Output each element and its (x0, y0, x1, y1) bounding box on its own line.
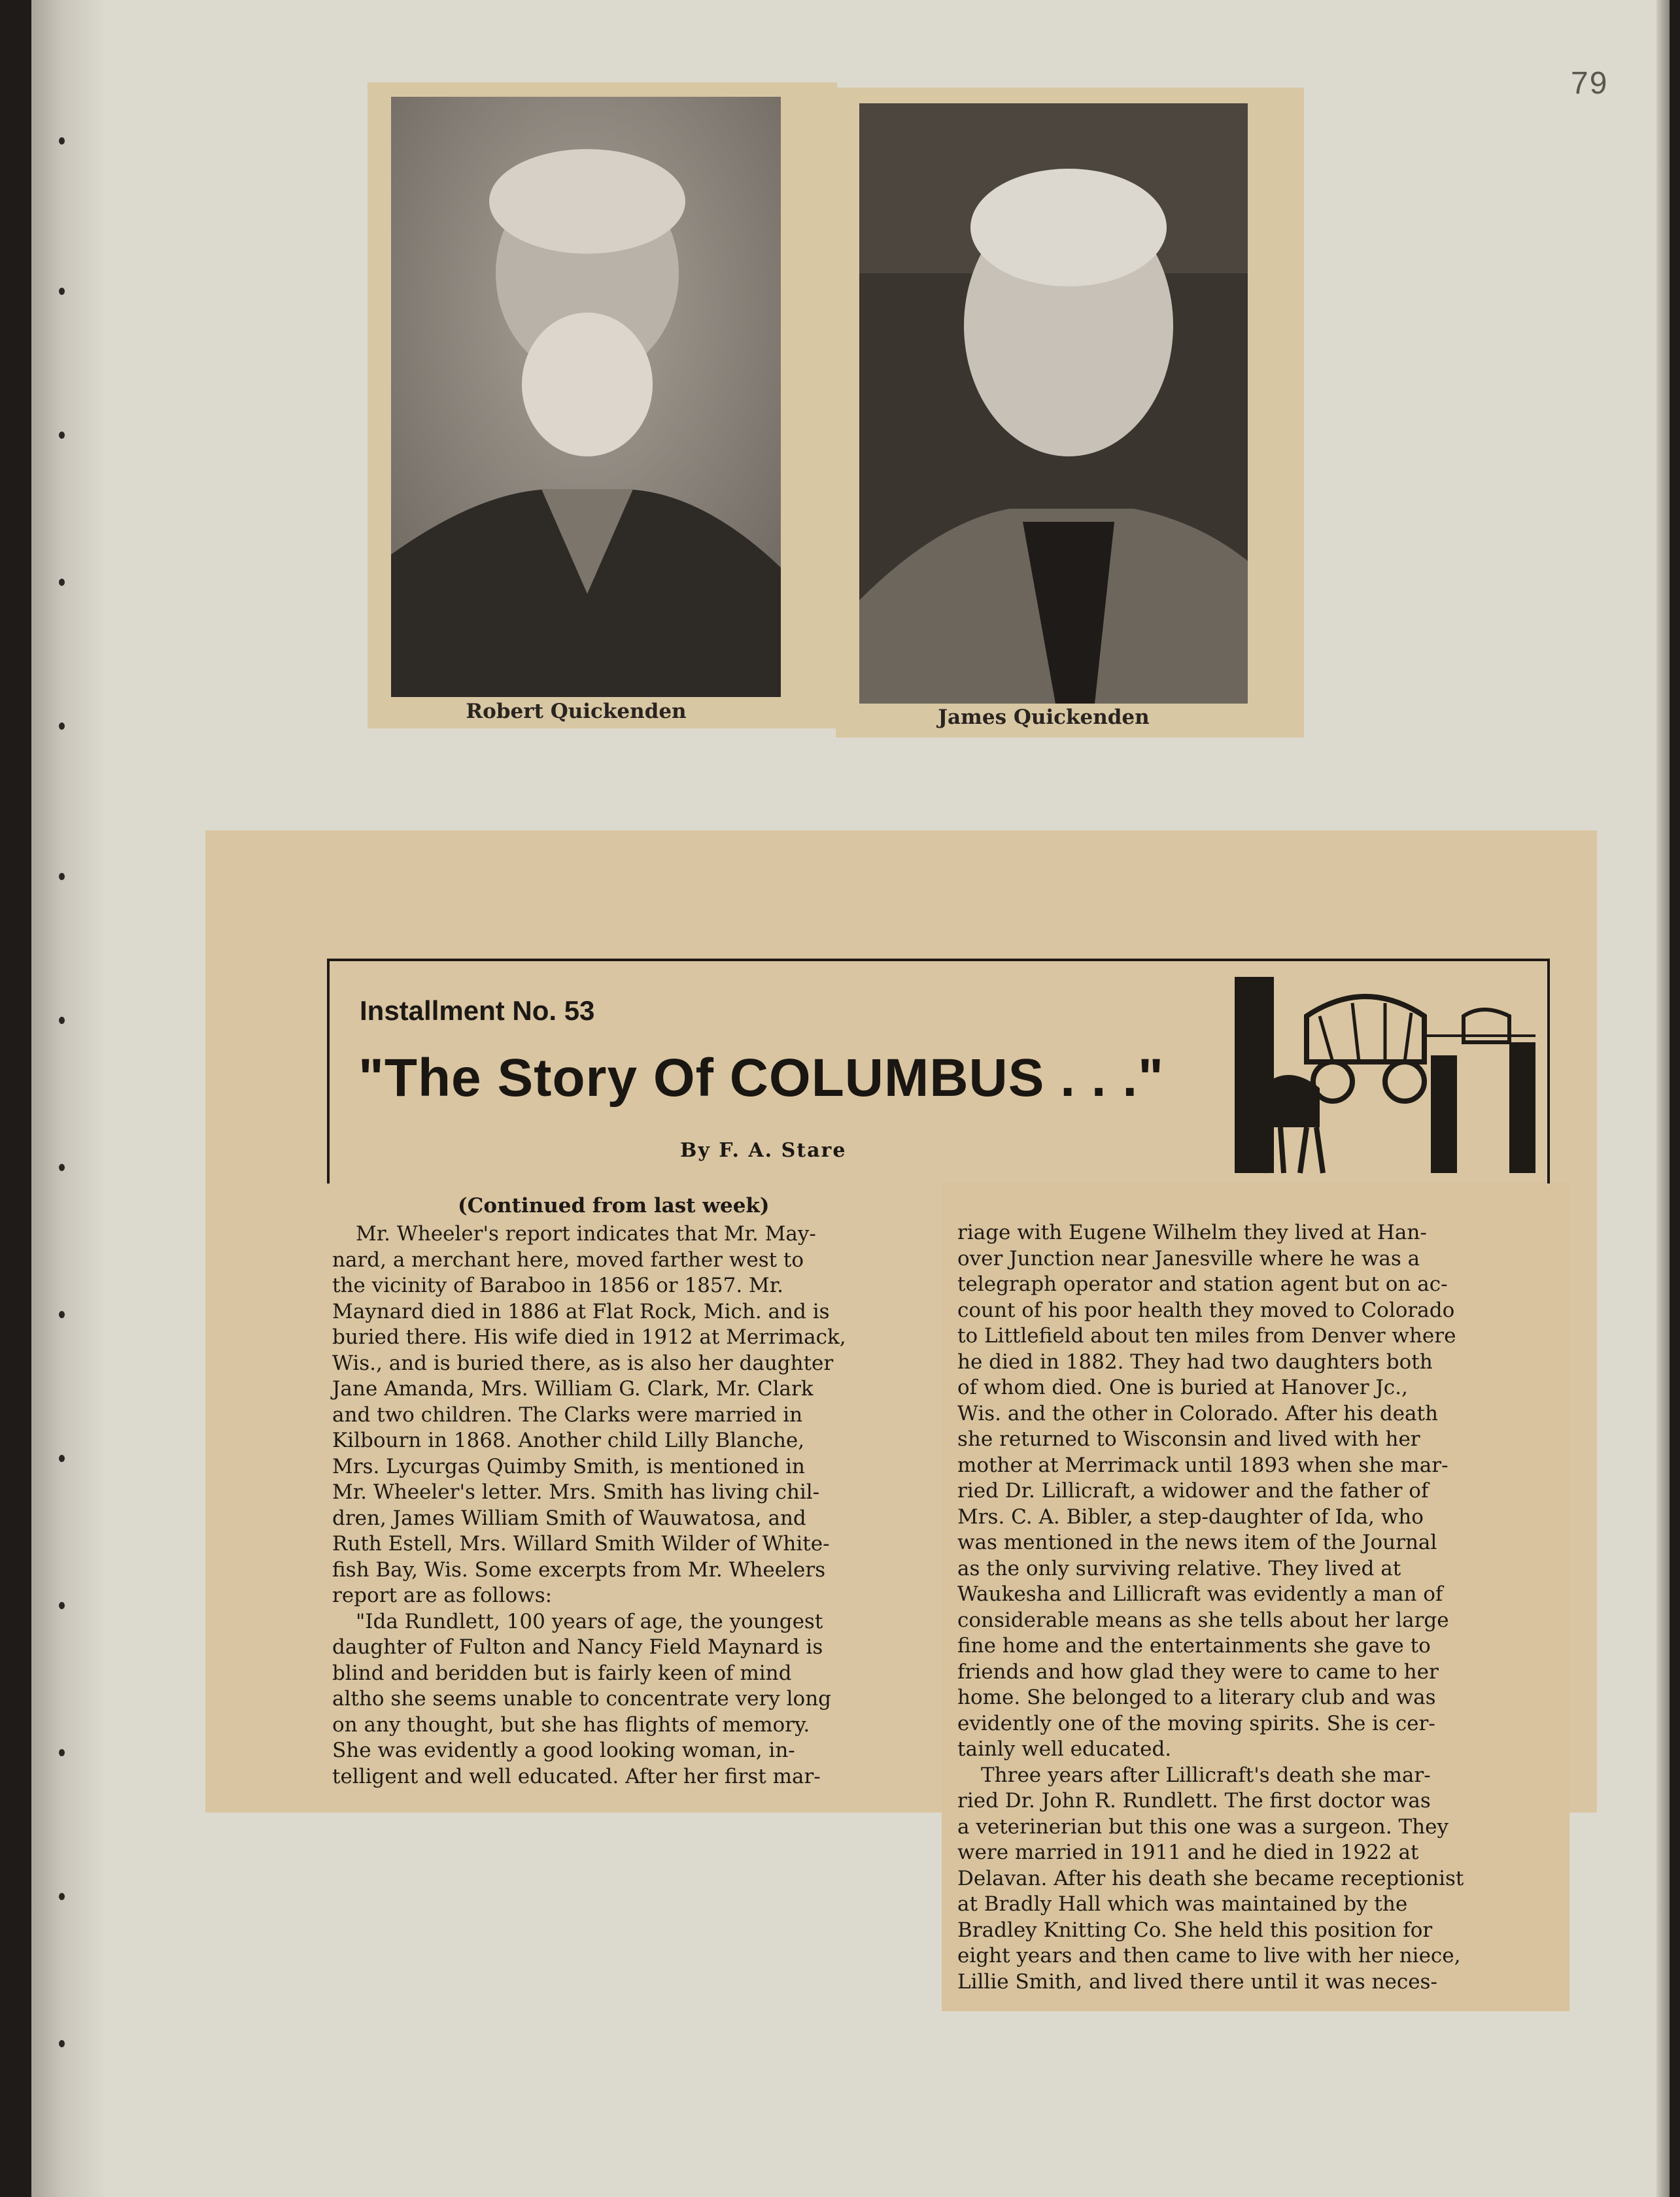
article-line: Waukesha and Lillicraft was evidently a man of (957, 1582, 1443, 1606)
portrait-image (859, 103, 1248, 704)
installment-label: Installment No. 53 (360, 995, 595, 1026)
article-line: dren, James William Smith of Wauwatosa, and (332, 1506, 806, 1530)
article-line: at Bradly Hall which was maintained by the (957, 1892, 1408, 1916)
article-line: Ruth Estell, Mrs. Willard Smith Wilder of White- (332, 1532, 830, 1556)
binding-hole (59, 1749, 65, 1756)
article-line: daughter of Fulton and Nancy Field Maynard is (332, 1635, 823, 1659)
article-line: buried there. His wife died in 1912 at Merrimack, (332, 1325, 846, 1349)
article-column-2 (957, 1220, 1550, 1995)
article-line: Maynard died in 1886 at Flat Rock, Mich. and is (332, 1299, 830, 1323)
article-line: the vicinity of Baraboo in 1856 or 1857. Mr. (332, 1274, 784, 1297)
portrait-image (391, 97, 781, 697)
article-line: riage with Eugene Wilhelm they lived at Han- (957, 1221, 1427, 1244)
page-number: 79 (1571, 66, 1609, 101)
article-line: on any thought, but she has flights of memory. (332, 1712, 810, 1737)
article-line: he died in 1882. They had two daughters both (957, 1350, 1433, 1374)
article-line: were married in 1911 and he died in 1922 at (957, 1841, 1419, 1864)
article-line: evidently one of the moving spirits. She is cer- (957, 1711, 1435, 1735)
article-line: Wis. and the other in Colorado. After his death (957, 1401, 1438, 1425)
page-right-edge (1656, 0, 1670, 2197)
article-line: telegraph operator and station agent but on ac- (957, 1272, 1448, 1296)
binding-hole (59, 1017, 65, 1024)
photo-caption: James Quickenden (938, 706, 1150, 729)
binding-hole (59, 288, 65, 295)
binding-hole (59, 1455, 65, 1462)
binding-hole (59, 1164, 65, 1171)
article-line: telligent and well educated. After her first mar- (332, 1764, 821, 1788)
article-line: friends and how glad they were to came to her (957, 1660, 1439, 1684)
binding-hole (59, 2040, 65, 2047)
article-line: fine home and the entertainments she gave to (957, 1634, 1431, 1658)
article-line: ried Dr. Lillicraft, a widower and the father of (957, 1479, 1429, 1503)
article-line: Mrs. C. A. Bibler, a step-daughter of Ida, who (957, 1505, 1424, 1529)
article-line: and two children. The Clarks were married in (332, 1403, 803, 1427)
article-line: considerable means as she tells about her large (957, 1608, 1449, 1632)
article-line: to Littlefield about ten miles from Denver where (957, 1324, 1456, 1348)
article-byline: By F. A. Stare (680, 1139, 847, 1162)
article-line: tainly well educated. (957, 1737, 1172, 1761)
article-line: altho she seems unable to concentrate very long (332, 1687, 832, 1711)
article-line: over Junction near Janesville where he was a (957, 1246, 1420, 1270)
article-line: as the only surviving relative. They lived at (957, 1556, 1401, 1580)
portrait-photo (859, 103, 1248, 704)
photo-clipping-robert (368, 82, 837, 728)
page-gutter (31, 0, 107, 2197)
article-line: Wis., and is buried there, as is also her daughter (332, 1351, 834, 1375)
article-line: was mentioned in the news item of the Journal (957, 1531, 1437, 1554)
article-line: mother at Merrimack until 1893 when she mar- (957, 1453, 1449, 1477)
article-line: Three years after Lillicraft's death she mar- (981, 1763, 1431, 1787)
article-line: report are as follows: (332, 1584, 553, 1607)
article-line: Kilbourn in 1868. Another child Lilly Blanche, (332, 1429, 805, 1452)
wagon-train-illustration (1235, 977, 1535, 1174)
binding-hole (59, 873, 65, 880)
article-line: Lillie Smith, and lived there until it was neces- (957, 1969, 1437, 1994)
article-line: she returned to Wisconsin and lived with her (957, 1427, 1420, 1451)
article-line: count of his poor health they moved to Colorado (957, 1298, 1455, 1322)
binding-hole (59, 1602, 65, 1609)
article-line: fish Bay, Wis. Some excerpts from Mr. Wheelers (332, 1558, 826, 1582)
photo-caption: Robert Quickenden (466, 700, 687, 723)
article-line: a veterinerian but this one was a surgeon. They (957, 1814, 1449, 1839)
article-line: of whom died. One is buried at Hanover Jc., (957, 1376, 1408, 1399)
photo-clipping-james (836, 88, 1304, 738)
binding-hole (59, 1893, 65, 1900)
article-line: Mrs. Lycurgas Quimby Smith, is mentioned in (332, 1454, 805, 1478)
article-line: blind and beridden but is fairly keen of mind (332, 1661, 792, 1685)
article-line: nard, a merchant here, moved farther west to (332, 1248, 804, 1272)
article-line: "Ida Rundlett, 100 years of age, the youngest (356, 1609, 823, 1633)
article-line: Mr. Wheeler's letter. Mrs. Smith has living chil- (332, 1480, 820, 1504)
binding-hole (59, 432, 65, 439)
article-line: home. She belonged to a literary club and was (957, 1686, 1436, 1709)
binding-hole (59, 579, 65, 586)
article-line: She was evidently a good looking woman, in- (332, 1739, 795, 1762)
article-column-1 (332, 1221, 923, 1790)
portrait-photo (391, 97, 781, 697)
binding-hole (59, 137, 65, 145)
article-line: Delavan. After his death she became receptionist (957, 1866, 1464, 1890)
article-title: "The Story Of COLUMBUS . . ." (358, 1048, 1165, 1108)
article-line: Jane Amanda, Mrs. William G. Clark, Mr. Clark (332, 1377, 814, 1401)
continued-note: (Continued from last week) (458, 1194, 770, 1218)
binding-hole (59, 723, 65, 730)
article-line: Mr. Wheeler's report indicates that Mr. May- (356, 1222, 816, 1246)
article-line: Bradley Knitting Co. She held this position for (957, 1918, 1433, 1942)
article-line: eight years and then came to live with her niece, (957, 1944, 1461, 1967)
article-line: ried Dr. John R. Rundlett. The first doctor was (957, 1789, 1431, 1813)
binder-edge (0, 0, 31, 2197)
binding-hole (59, 1311, 65, 1318)
